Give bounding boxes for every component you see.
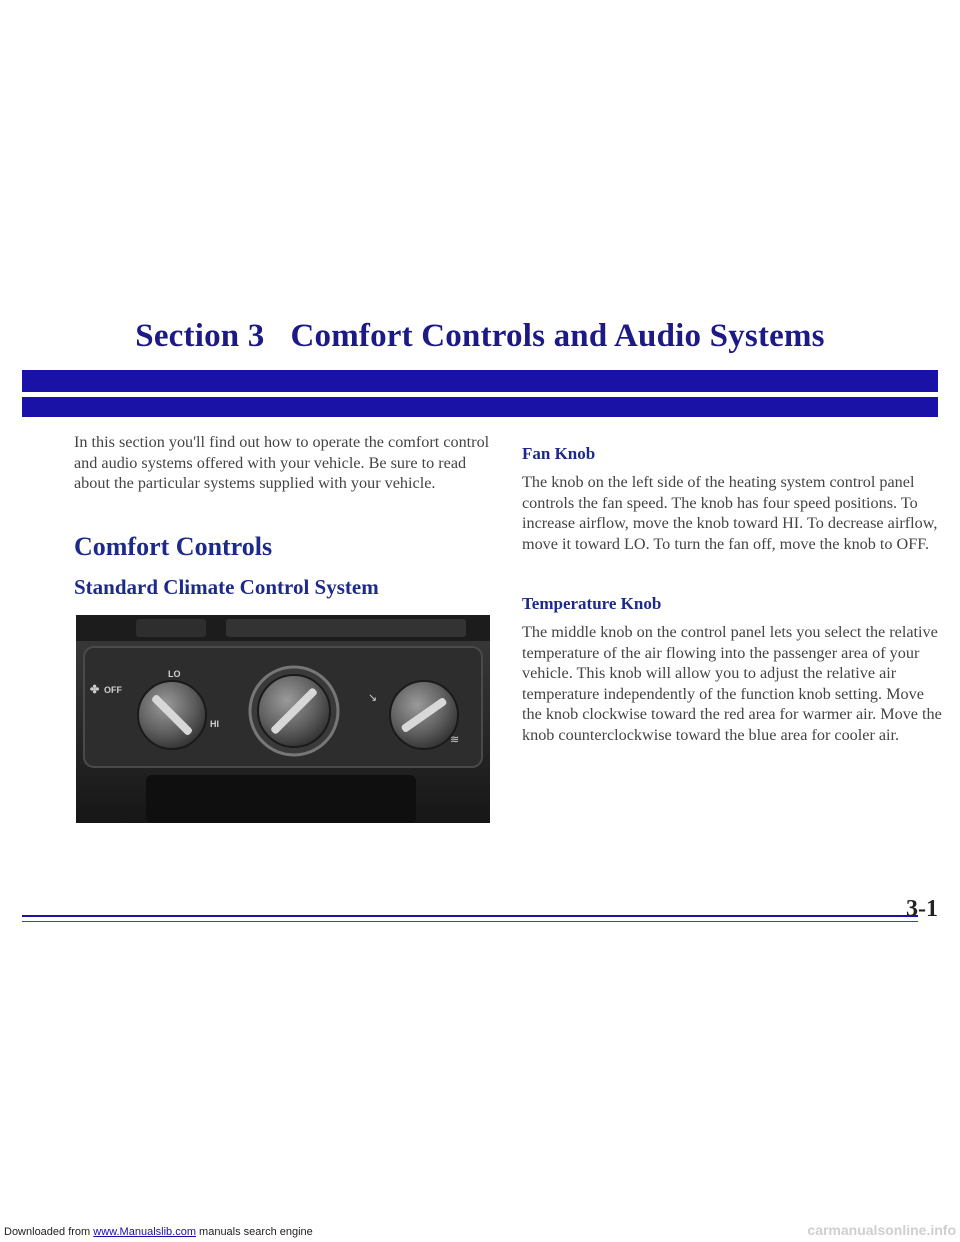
fan-knob-heading: Fan Knob (522, 444, 596, 463)
watermark: carmanualsonline.info (807, 1222, 956, 1238)
fan-knob (138, 681, 206, 749)
footer-rule-thin (22, 921, 918, 922)
section-label: Section 3 (135, 318, 265, 354)
fan-off-label: OFF (104, 685, 122, 695)
intro-column (74, 432, 494, 494)
fan-knob-section (522, 444, 942, 554)
temperature-knob-section (522, 594, 942, 746)
function-knob (390, 681, 458, 749)
temperature-knob-heading: Temperature Knob (522, 594, 662, 613)
climate-control-panel-illustration (76, 615, 490, 823)
source-suffix: manuals search engine (195, 1226, 313, 1238)
vent-icon: ↘ (368, 692, 378, 704)
footer-rule-thick (22, 915, 918, 917)
download-source (4, 1226, 313, 1238)
fan-knob-paragraph: The knob on the left side of the heating system control panel controls the fan speed. The knob has four speed positions. To increase airflow, move the knob toward HI. To decrease airflow, move it toward LO. To turn the fan off, move the knob to OFF. (522, 473, 938, 553)
temperature-knob-paragraph: The middle knob on the control panel lets you select the relative temperature of the air flowing into the passenger area of your vehicle. This knob will allow you to adjust the relative air temperature independently of the function knob setting. Move the knob clockwise toward the red area for warmer air. Move the knob counterclockwise toward the blue area for cooler air. (522, 623, 942, 744)
source-prefix: Downloaded from (4, 1226, 94, 1238)
standard-climate-heading: Standard Climate Control System (74, 575, 379, 599)
comfort-controls-heading: Comfort Controls (74, 532, 273, 561)
climate-control-photo (76, 615, 490, 823)
page-number: 3-1 (906, 896, 938, 922)
fan-icon: ✤ (90, 684, 100, 696)
fan-lo-label: LO (168, 669, 181, 679)
fan-hi-label: HI (210, 719, 219, 729)
manualslib-link[interactable]: www.Manualslib.com (93, 1226, 196, 1238)
header-band-top (22, 370, 938, 392)
header-band-bottom (22, 397, 938, 417)
intro-paragraph: In this section you'll find out how to operate the comfort control and audio systems offered with your vehicle. Be sure to read about the particular systems supplied with your vehicle. (74, 433, 490, 493)
temperature-knob (250, 667, 338, 755)
page-title (0, 318, 960, 355)
defrost-icon: ≋ (450, 734, 460, 746)
section-title: Comfort Controls and Audio Systems (290, 318, 825, 354)
